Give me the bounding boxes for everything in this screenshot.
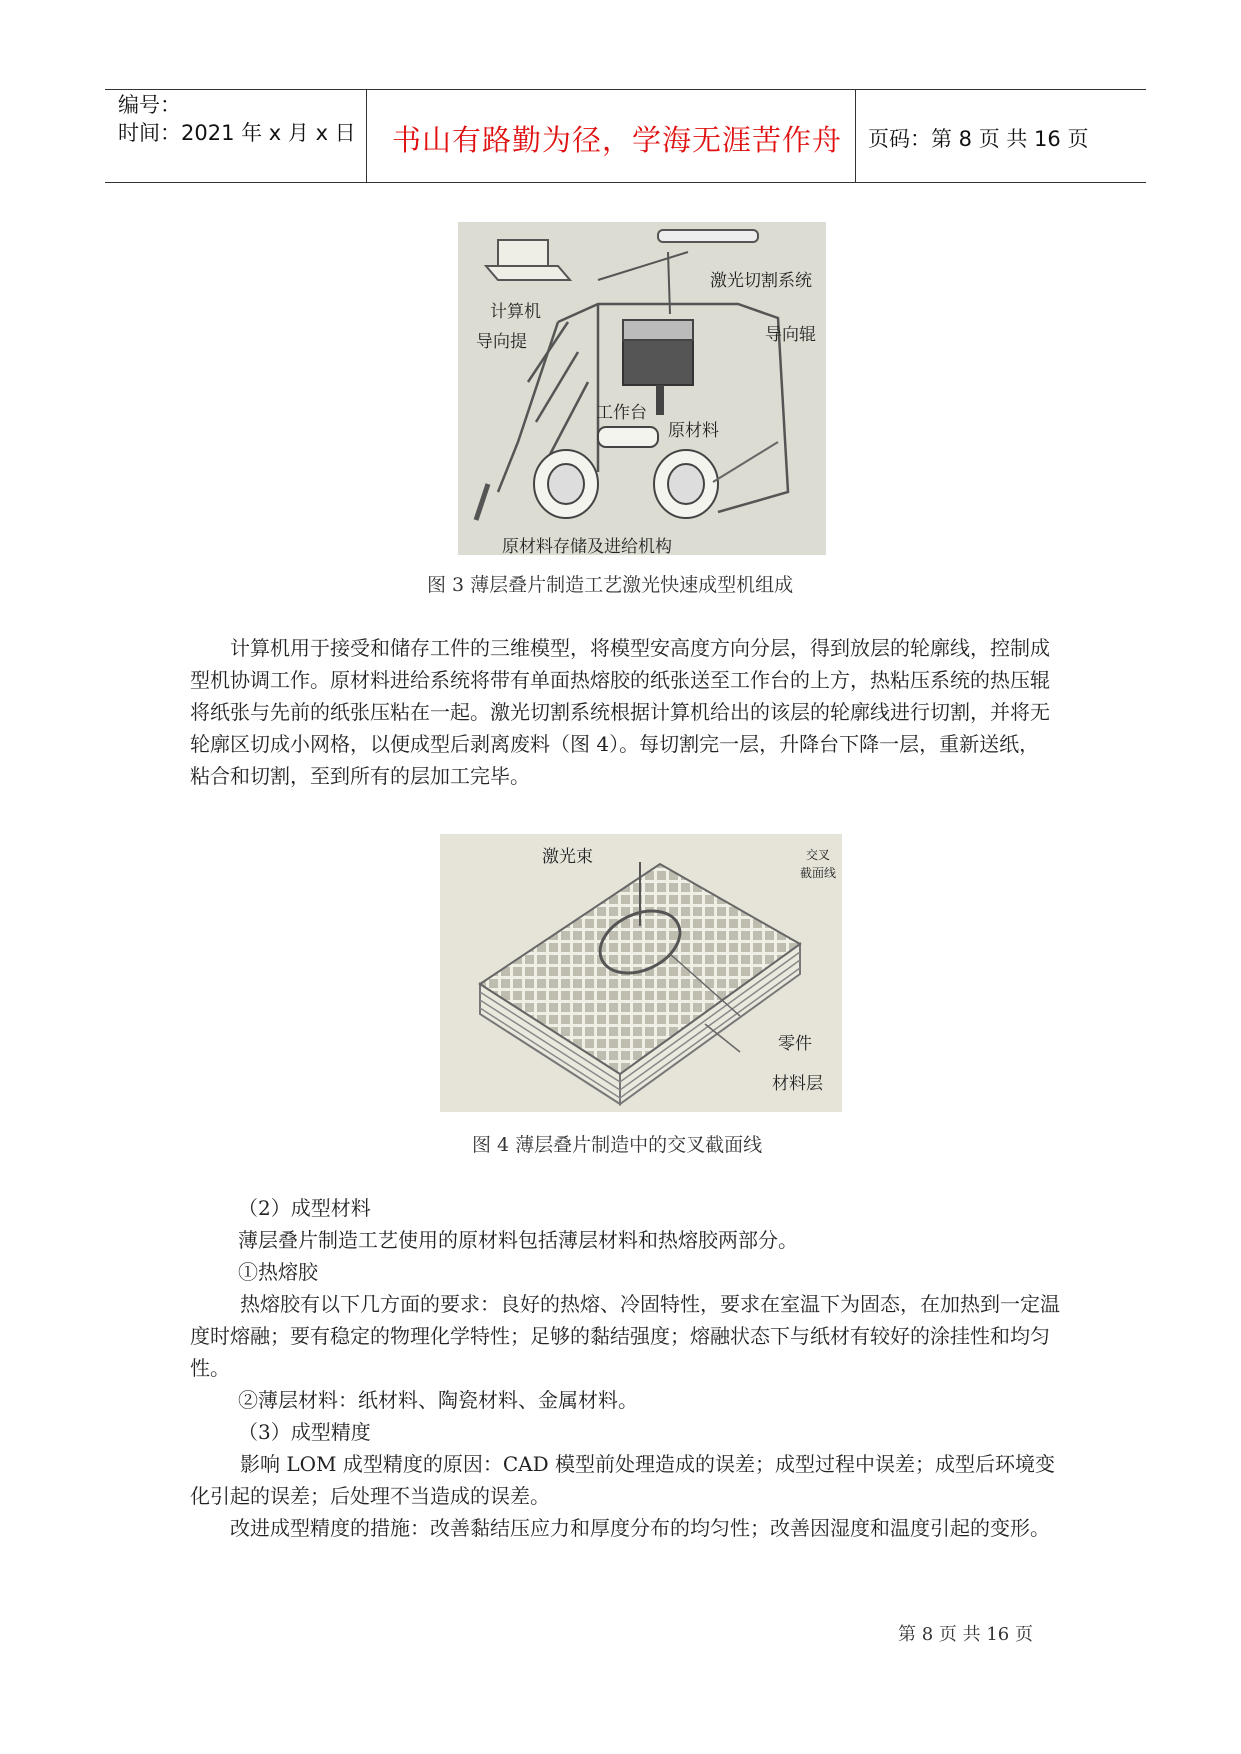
paragraph-computer-process: 计算机用于接受和储存工件的三维模型，将模型安高度方向分层，得到放层的轮廓线，控制成型机协调工作。原材料进给系统将带有单面热熔胶的纸张送至工作台的上方，热粘压系统的热压辊将纸张与先前的纸张压粘在一起。激光切割系统根据计算机给出的该层的轮廓线进行切割，并将无轮廓区切成小网格，以便成型后剥离废料（图 4）。每切割完一层，升降台下降一层，重新送纸，粘合和切割，至到所有的层加工完毕。 [190, 636, 1050, 788]
fig3-label-laser: 激光切割系统 [710, 271, 812, 291]
header-motto: 书山有路勤为径，学海无涯苦作舟 [392, 123, 843, 157]
fig3-label-guide-roller: 导向辊 [765, 325, 816, 345]
section-3-heading: （3）成型精度 [238, 1420, 371, 1444]
header-bottom-rule [105, 182, 1146, 183]
fig4-label-layer: 材料层 [772, 1074, 823, 1094]
header-page-label: 页码：第 8 页 共 16 页 [868, 127, 1089, 151]
fig3-label-storage: 原材料存储及进给机构 [502, 537, 672, 557]
fig3-label-computer: 计算机 [490, 302, 541, 322]
fig3-label-raw-material: 原材料 [668, 421, 719, 441]
fig4-label-cross-2: 截面线 [800, 866, 837, 880]
fig4-label-cross-1: 交叉 [806, 848, 831, 862]
fig3-label-guide-lift: 导向提 [476, 332, 527, 352]
fig4-label-part: 零件 [778, 1034, 812, 1054]
figure-3-caption: 图 3 薄层叠片制造工艺激光快速成型机组成 [427, 574, 794, 596]
header-divider-left [366, 90, 367, 182]
header-number-label: 编号： [118, 93, 181, 117]
section-2-item-1-title: ①热熔胶 [238, 1260, 318, 1284]
figure-4-caption: 图 4 薄层叠片制造中的交叉截面线 [472, 1134, 763, 1156]
section-3-text-1: 影响 LOM 成型精度的原因：CAD 模型前处理造成的误差；成型过程中误差；成型后环境变化引起的误差；后处理不当造成的误差。 [190, 1452, 1056, 1508]
header-divider-right [855, 90, 856, 182]
fig3-label-worktable: 工作台 [596, 403, 647, 423]
page-footer: 第 8 页 共 16 页 [898, 1624, 1033, 1645]
section-2-intro: 薄层叠片制造工艺使用的原材料包括薄层材料和热熔胶两部分。 [238, 1228, 798, 1252]
header-time-label: 时间：2021 年 x 月 x 日 [118, 121, 356, 145]
section-2-item-2: ②薄层材料：纸材料、陶瓷材料、金属材料。 [238, 1388, 638, 1412]
section-2-item-1-text: 热熔胶有以下几方面的要求：良好的热熔、冷固特性，要求在室温下为固态，在加热到一定温度时熔融；要有稳定的物理化学特性；足够的黏结强度；熔融状态下与纸材有较好的涂挂性和均匀性。 [190, 1292, 1060, 1380]
header-top-rule [105, 89, 1146, 90]
section-2-heading: （2）成型材料 [238, 1196, 371, 1220]
fig4-label-beam: 激光束 [542, 847, 593, 867]
section-3-text-2: 改进成型精度的措施：改善黏结压应力和厚度分布的均匀性；改善因湿度和温度引起的变形。 [230, 1516, 1050, 1540]
